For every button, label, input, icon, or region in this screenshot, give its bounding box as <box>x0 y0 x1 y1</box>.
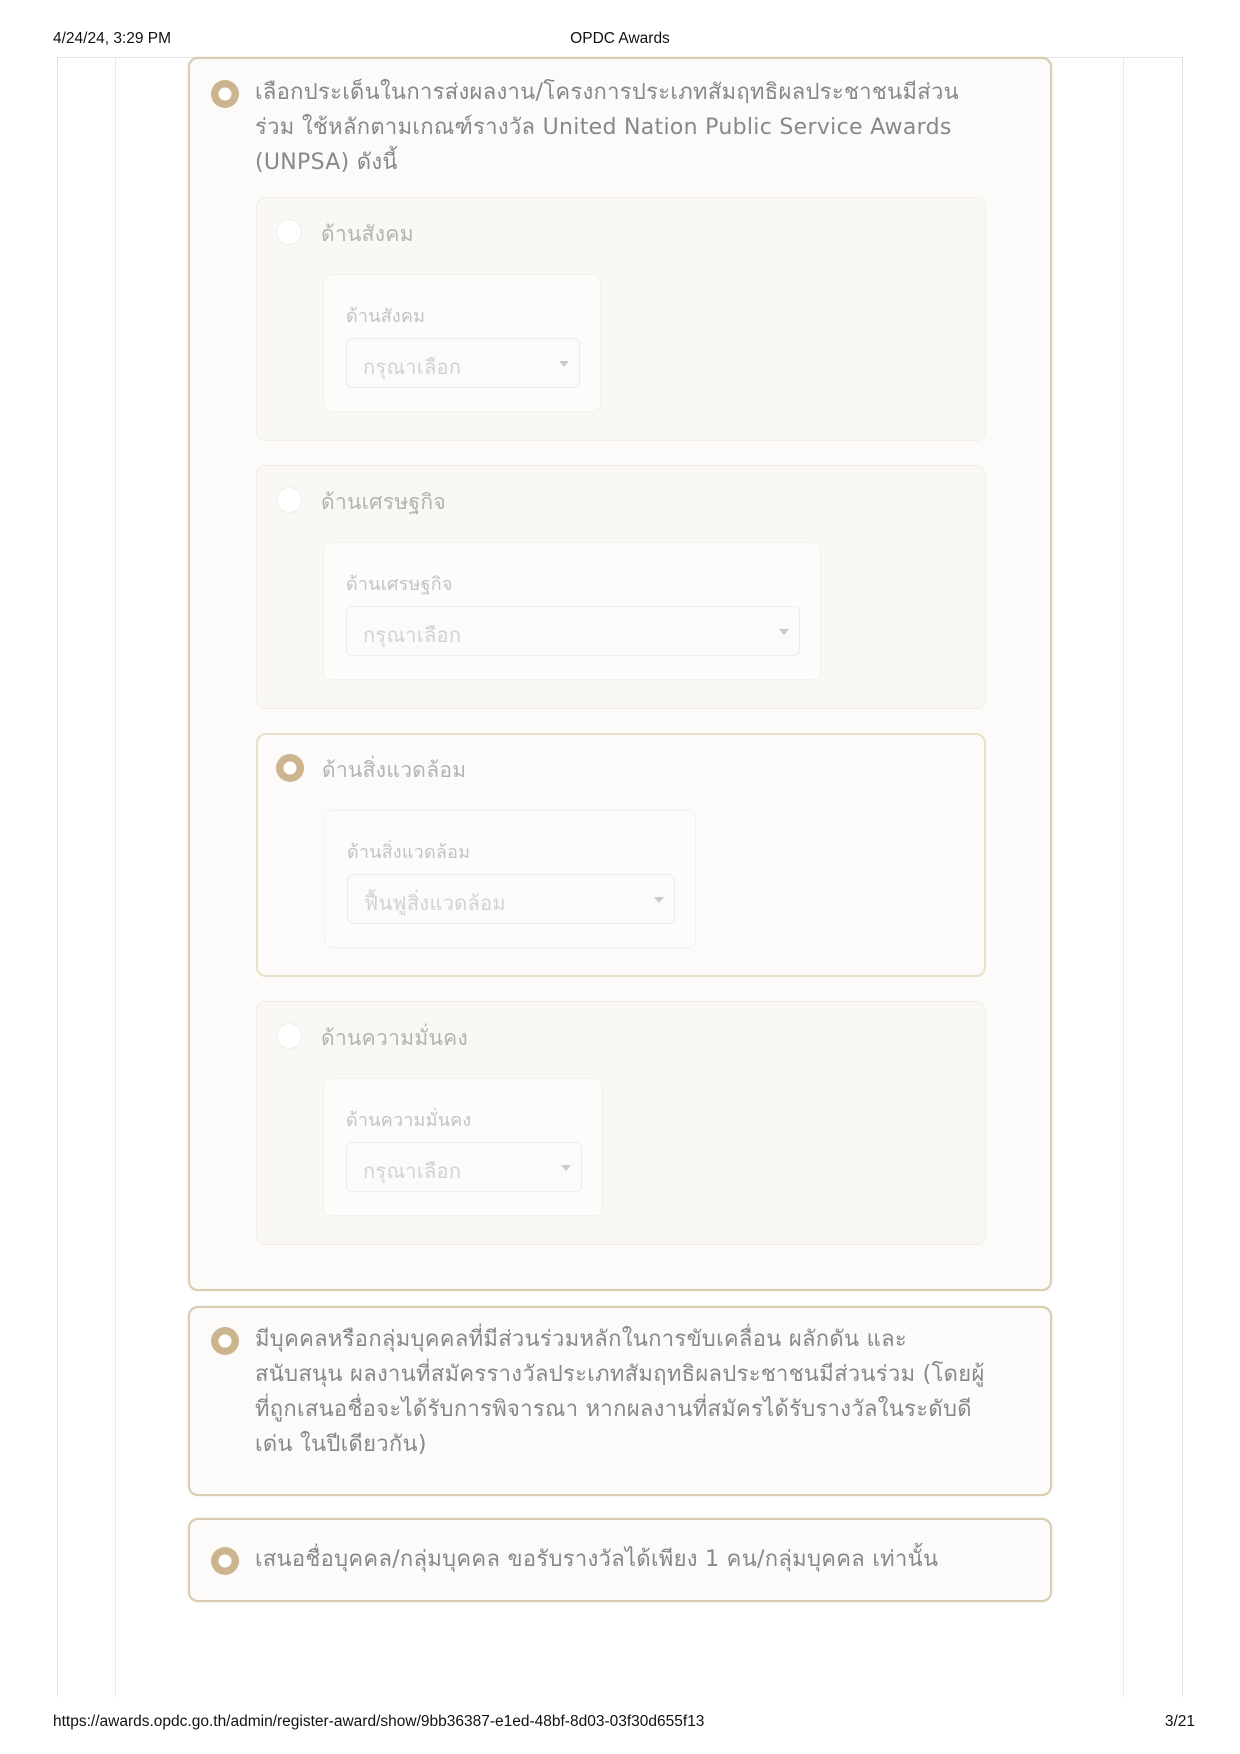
option-environment-field-label: ด้านสิ่งแวดล้อม <box>347 842 471 863</box>
option-economy-select-value: กรุณาเลือก <box>363 623 462 647</box>
option-security-select-value: กรุณาเลือก <box>363 1159 462 1183</box>
content-right-border <box>1123 57 1124 1697</box>
criteria-card <box>188 57 1052 1291</box>
option-environment[interactable] <box>256 733 986 977</box>
print-page-number: 3/21 <box>1164 1713 1195 1730</box>
chevron-down-icon <box>559 361 569 367</box>
chevron-down-icon <box>561 1165 571 1171</box>
option-security-radio[interactable] <box>276 1023 302 1049</box>
option-social[interactable] <box>256 197 986 441</box>
option-environment-select[interactable] <box>347 874 675 924</box>
option-environment-field <box>324 810 696 948</box>
chevron-down-icon <box>779 629 789 635</box>
option-environment-select-value: ฟื้นฟูสิ่งแวดล้อม <box>364 891 506 915</box>
option-economy[interactable] <box>256 465 986 709</box>
option-economy-field <box>323 542 821 680</box>
criteria-radio[interactable] <box>211 80 239 108</box>
participants-text: มีบุคคลหรือกลุ่มบุคคลที่มีส่วนร่วมหลักในการขับเคลื่อน ผลักดัน และสนับสนุน ผลงานที่สมัครรางวัลประเภทสัมฤทธิผลประชาชนมีส่วนร่วม (โดยผู้ที่ถูกเสนอชื่อจะได้รับการพิจารณา หากผลงานที่สมัครได้รับรางวัลในระดับดีเด่น ในปีเดียวกัน) <box>255 1327 985 1457</box>
print-datetime: 4/24/24, 3:29 PM <box>53 30 172 47</box>
nomination-text: เสนอชื่อบุคคล/กลุ่มบุคคล ขอรับรางวัลได้เพียง 1 คน/กลุ่มบุคคล เท่านั้น <box>255 1547 939 1572</box>
print-header <box>0 30 1240 50</box>
participants-card <box>188 1306 1052 1496</box>
option-security[interactable] <box>256 1001 986 1245</box>
option-social-field <box>323 274 601 412</box>
criteria-text: เลือกประเด็นในการส่งผลงาน/โครงการประเภทสัมฤทธิผลประชาชนมีส่วนร่วม ใช้หลักตามเกณฑ์รางวัล United Nation Public Service Awards (UNPSA) ดังนี้ <box>255 80 959 175</box>
option-environment-radio[interactable] <box>276 754 304 782</box>
option-security-field-label: ด้านความมั่นคง <box>346 1110 472 1131</box>
option-social-select-value: กรุณาเลือก <box>363 355 462 379</box>
participants-radio[interactable] <box>211 1327 239 1355</box>
option-economy-radio[interactable] <box>276 487 302 513</box>
option-economy-select[interactable] <box>346 606 800 656</box>
option-social-field-label: ด้านสังคม <box>346 306 426 327</box>
option-economy-field-label: ด้านเศรษฐกิจ <box>346 574 453 595</box>
content-left-border <box>115 57 116 1697</box>
chevron-down-icon <box>654 897 664 903</box>
nomination-card <box>188 1518 1052 1602</box>
print-title: OPDC Awards <box>570 30 670 47</box>
option-security-title: ด้านความมั่นคง <box>321 1026 469 1050</box>
option-economy-title: ด้านเศรษฐกิจ <box>321 490 447 514</box>
nomination-radio[interactable] <box>211 1547 239 1575</box>
option-social-title: ด้านสังคม <box>321 222 414 246</box>
option-security-field <box>323 1078 603 1216</box>
print-footer <box>0 1713 1240 1733</box>
option-environment-title: ด้านสิ่งแวดล้อม <box>322 758 467 782</box>
print-url: https://awards.opdc.go.th/admin/register-award/show/9bb36387-e1ed-48bf-8d03-03f30d655f13 <box>53 1713 705 1730</box>
option-social-select[interactable] <box>346 338 580 388</box>
option-security-select[interactable] <box>346 1142 582 1192</box>
option-social-radio[interactable] <box>276 219 302 245</box>
